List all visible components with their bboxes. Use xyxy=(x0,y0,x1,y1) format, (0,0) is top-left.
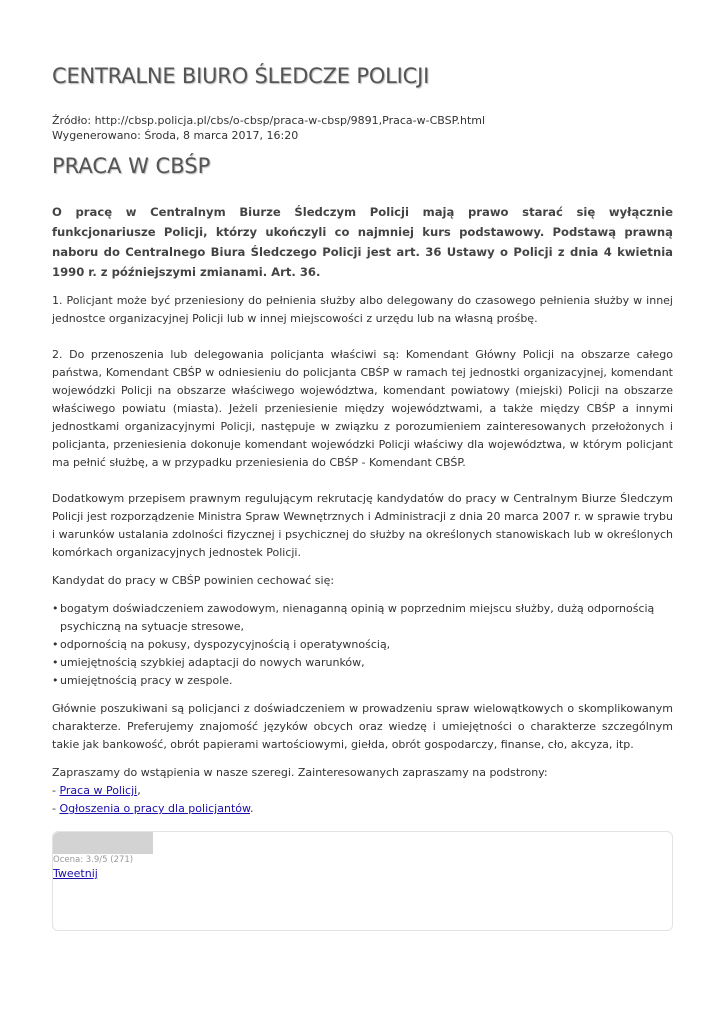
subpages-block xyxy=(52,764,673,818)
rating-text: Ocena: 3.9/5 (271) xyxy=(53,855,134,865)
page-title: PRACA W CBŚP xyxy=(52,154,211,178)
requirements-list xyxy=(52,600,673,690)
rating-box xyxy=(52,831,673,931)
bullet-icon: • xyxy=(52,674,59,687)
bullet-icon: • xyxy=(52,602,59,615)
paragraph-3: Dodatkowym przepisem prawnym regulującym rekrutację kandydatów do pracy w Centralnym Biurze Śledczym Policji jest rozporządzenie Ministra Spraw Wewnętrznych i Administracji z dnia 20 marca 2007 r. w sprawie trybu i warunków ustalania zdolności fizycznej i psychicznej do służby na określonych stanowiskach lub w określonych komórkach organizacyjnych jednostek Policji. xyxy=(52,492,673,559)
requirement-text: umiejętnością szybkiej adaptacji do nowych warunków, xyxy=(60,656,365,669)
generated-date: Wygenerowano: Środa, 8 marca 2017, 16:20 xyxy=(52,129,299,142)
bullet-icon: • xyxy=(52,638,59,651)
article-content xyxy=(52,202,673,818)
link-suffix: , xyxy=(137,784,141,797)
invite-text: Zapraszamy do wstąpienia w nasze szeregi. Zainteresowanych zapraszamy na podstrony: xyxy=(52,766,548,779)
candidate-intro: Kandydat do pracy w CBŚP powinien cechować się: xyxy=(52,574,335,587)
link-suffix: . xyxy=(249,802,254,815)
source-url: Źródło: http://cbsp.policja.pl/cbs/o-cbsp/praca-w-cbsp/9891,Praca-w-CBSP.html xyxy=(52,114,486,127)
link-line xyxy=(52,782,673,800)
link-prefix: - xyxy=(52,802,60,815)
paragraph-2: 2. Do przenoszenia lub delegowania policjanta właściwi są: Komendant Główny Policji na obszarze całego państwa, Komendant CBŚP w odniesieniu do policjanta CBŚP w ramach tej jednostki organizacyjnej, komendant wojewódzki Policji na obszarze właściwego województwa, komendant powiatowy (miejski) Policji na obszarze właściwego powiatu (miasta). Jeżeli przeniesienie między województwami, a także między CBŚP a innymi jednostkami organizacyjnymi Policji, następuje w związku z porozumieniem zainteresowanych przełożonych i policjanta, przeniesienia dokonuje komendant wojewódzki Policji właściwy dla województwa, w którym policjant ma pełnić służbę, a w przypadku przeniesienia do CBŚP - Komendant CBŚP. xyxy=(52,348,673,469)
list-item xyxy=(52,600,673,636)
rating-stars-bar[interactable] xyxy=(53,832,153,854)
paragraph-1: 1. Policjant może być przeniesiony do pełnienia służby albo delegowany do czasowego pełnienia służby w innej jednostce organizacyjnej Policji lub w innej miejscowości z urzędu lub na własną prośbę. xyxy=(52,294,673,325)
link-line xyxy=(52,800,673,818)
requirement-text: bogatym doświadczeniem zawodowym, nienaganną opinią w poprzednim miejscu służby, dużą odpornością psychiczną na sytuacje stresowe, xyxy=(60,602,655,633)
list-item xyxy=(52,654,673,672)
bullet-icon: • xyxy=(52,656,59,669)
list-item xyxy=(52,672,673,690)
paragraph-4: Głównie poszukiwani są policjanci z doświadczeniem w prowadzeniu spraw wielowątkowych o skomplikowanym charakterze. Preferujemy znajomość języków obcych oraz wiedzę i umiejętności o charakterze szczególnym takie jak bankowość, obrót papierami wartościowymi, giełda, obrót gospodarczy, finanse, cło, akcyza, itp. xyxy=(52,702,673,751)
tweet-link[interactable]: Tweetnij xyxy=(53,867,98,880)
link-ogloszenia-o-pracy[interactable]: Ogłoszenia o pracy dla policjantów xyxy=(59,802,250,815)
requirement-text: odpornością na pokusy, dyspozycyjnością i operatywnością, xyxy=(60,638,391,651)
site-title: CENTRALNE BIURO ŚLEDCZE POLICJI xyxy=(52,64,430,88)
document-meta xyxy=(52,113,485,143)
list-item xyxy=(52,636,673,654)
requirement-text: umiejętnością pracy w zespole. xyxy=(60,674,233,687)
link-prefix: - xyxy=(52,784,60,797)
lead-paragraph: O pracę w Centralnym Biurze Śledczym Policji mają prawo starać się wyłącznie funkcjonariusze Policji, którzy ukończyli co najmniej kurs podstawowy. Podstawą prawną naboru do Centralnego Biura Śledczego Policji jest art. 36 Ustawy o Policji z dnia 4 kwietnia 1990 r. z późniejszymi zmianami. Art. 36. xyxy=(52,205,673,279)
link-praca-w-policji[interactable]: Praca w Policji xyxy=(59,784,138,797)
